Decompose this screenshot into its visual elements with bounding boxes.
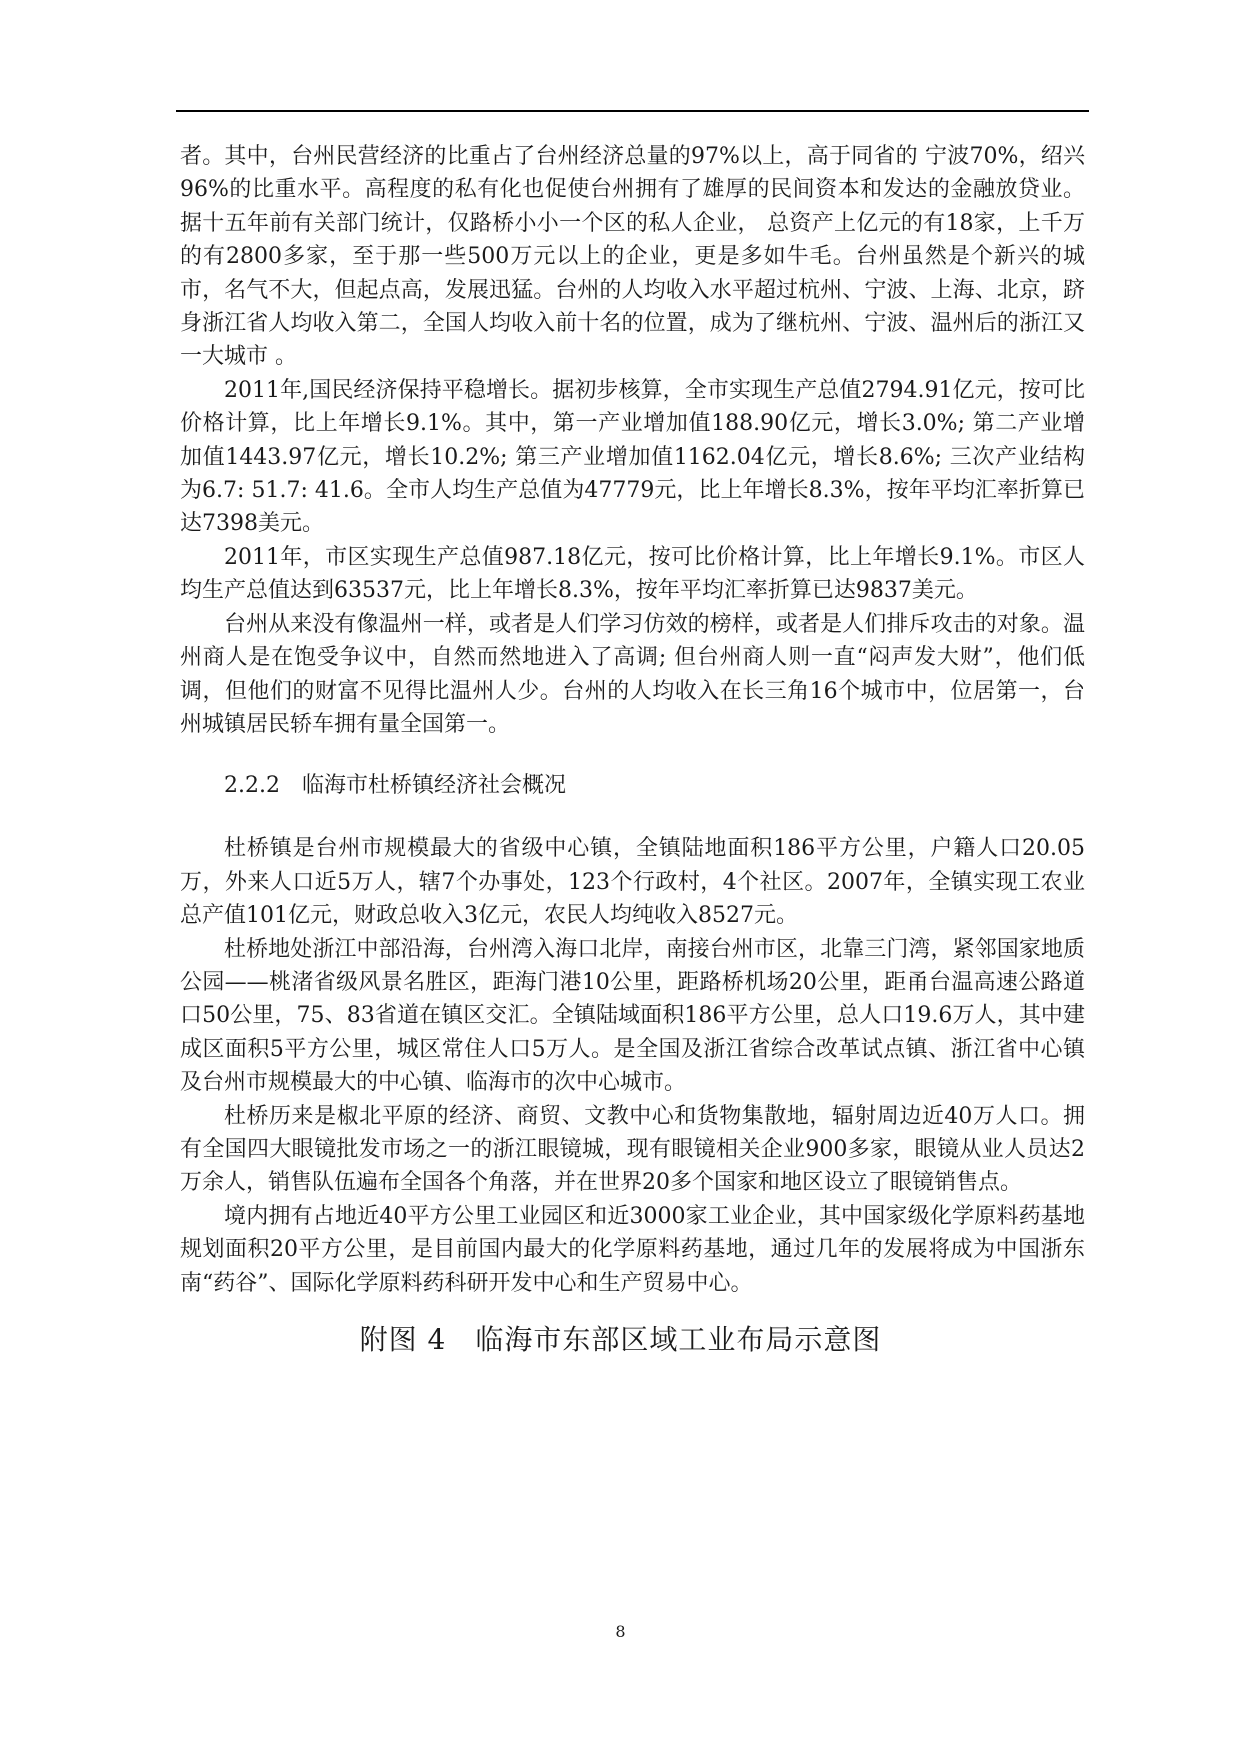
paragraph-2: 2011年,国民经济保持平稳增长。据初步核算，全市实现生产总值2794.91亿元，按可比价格计算，比上年增长9.1%。其中，第一产业增加值188.90亿元，增长3.0%; 第二产业增加值1443.97亿元，增长10.2%; 第三产业增加值1162.04亿元，增长8.6%; 三次产业结构为6.7: 51.7: 41.6。全市人均生产总值为47779元，比上年增长8.3%，按年平均汇率折算已达7398美元。: [180, 377, 1085, 537]
paragraph-5: 杜桥镇是台州市规模最大的省级中心镇，全镇陆地面积186平方公里，户籍人口20.05万，外来人口近5万人，辖7个办事处，123个行政村，4个社区。2007年，全镇实现工农业总产值101亿元，财政总收入3亿元，农民人均纯收入8527元。: [180, 836, 1085, 929]
paragraph-1: 者。其中，台州民营经济的比重占了台州经济总量的97%以上，高于同省的 宁波70%，绍兴96%的比重水平。高程度的私有化也促使台州拥有了雄厚的民间资本和发达的金融放贷业。据十五年前有关部门统计，仅路桥小小一个区的私人企业， 总资产上亿元的有18家，上千万的有2800多家，至于那一些500万元以上的企业，更是多如牛毛。台州虽然是个新兴的城市，名气不大，但起点高，发展迅猛。台州的人均收入水平超过杭州、宁波、上海、北京，跻身浙江省人均收入第二，全国人均收入前十名的位置，成为了继杭州、宁波、温州后的浙江又一大城市 。: [180, 144, 1085, 370]
page-number: 8: [615, 1622, 626, 1641]
paragraph-4: 台州从来没有像温州一样，或者是人们学习仿效的榜样，或者是人们排斥攻击的对象。温州商人是在饱受争议中，自然而然地进入了高调; 但台州商人则一直“闷声发大财”，他们低调，但他们的财富不见得比温州人少。台州的人均收入在长三角16个城市中，位居第一，台州城镇居民轿车拥有量全国第一。: [180, 611, 1085, 737]
paragraph-7: 杜桥历来是椒北平原的经济、商贸、文教中心和货物集散地，辐射周边近40万人口。拥有全国四大眼镜批发市场之一的浙江眼镜城，现有眼镜相关企业900多家，眼镜从业人员达2万余人，销售队伍遍布全国各个角落，并在世界20多个国家和地区设立了眼镜销售点。: [180, 1103, 1085, 1196]
paragraph-3: 2011年，市区实现生产总值987.18亿元，按可比价格计算，比上年增长9.1%。市区人均生产总值达到63537元，比上年增长8.3%，按年平均汇率折算已达9837美元。: [180, 544, 1085, 604]
paragraph-6: 杜桥地处浙江中部沿海，台州湾入海口北岸，南接台州市区，北靠三门湾，紧邻国家地质公园——桃渚省级风景名胜区，距海门港10公里，距路桥机场20公里，距甬台温高速公路道口50公里，75、83省道在镇区交汇。全镇陆域面积186平方公里，总人口19.6万人，其中建成区面积5平方公里，城区常住人口5万人。是全国及浙江省综合改革试点镇、浙江省中心镇及台州市规模最大的中心镇、临海市的次中心城市。: [180, 936, 1085, 1096]
page-body: [180, 140, 1085, 1300]
paragraph-8: 境内拥有占地近40平方公里工业园区和近3000家工业企业，其中国家级化学原料药基地规划面积20平方公里，是目前国内最大的化学原料药基地，通过几年的发展将成为中国浙东南“药谷”、国际化学原料药科研开发中心和生产贸易中心。: [180, 1203, 1085, 1296]
figure-caption: 附图 4 临海市东部区域工业布局示意图: [359, 1323, 882, 1356]
header-rule: [176, 110, 1089, 112]
section-heading: 2.2.2 临海市杜桥镇经济社会概况: [224, 773, 566, 799]
